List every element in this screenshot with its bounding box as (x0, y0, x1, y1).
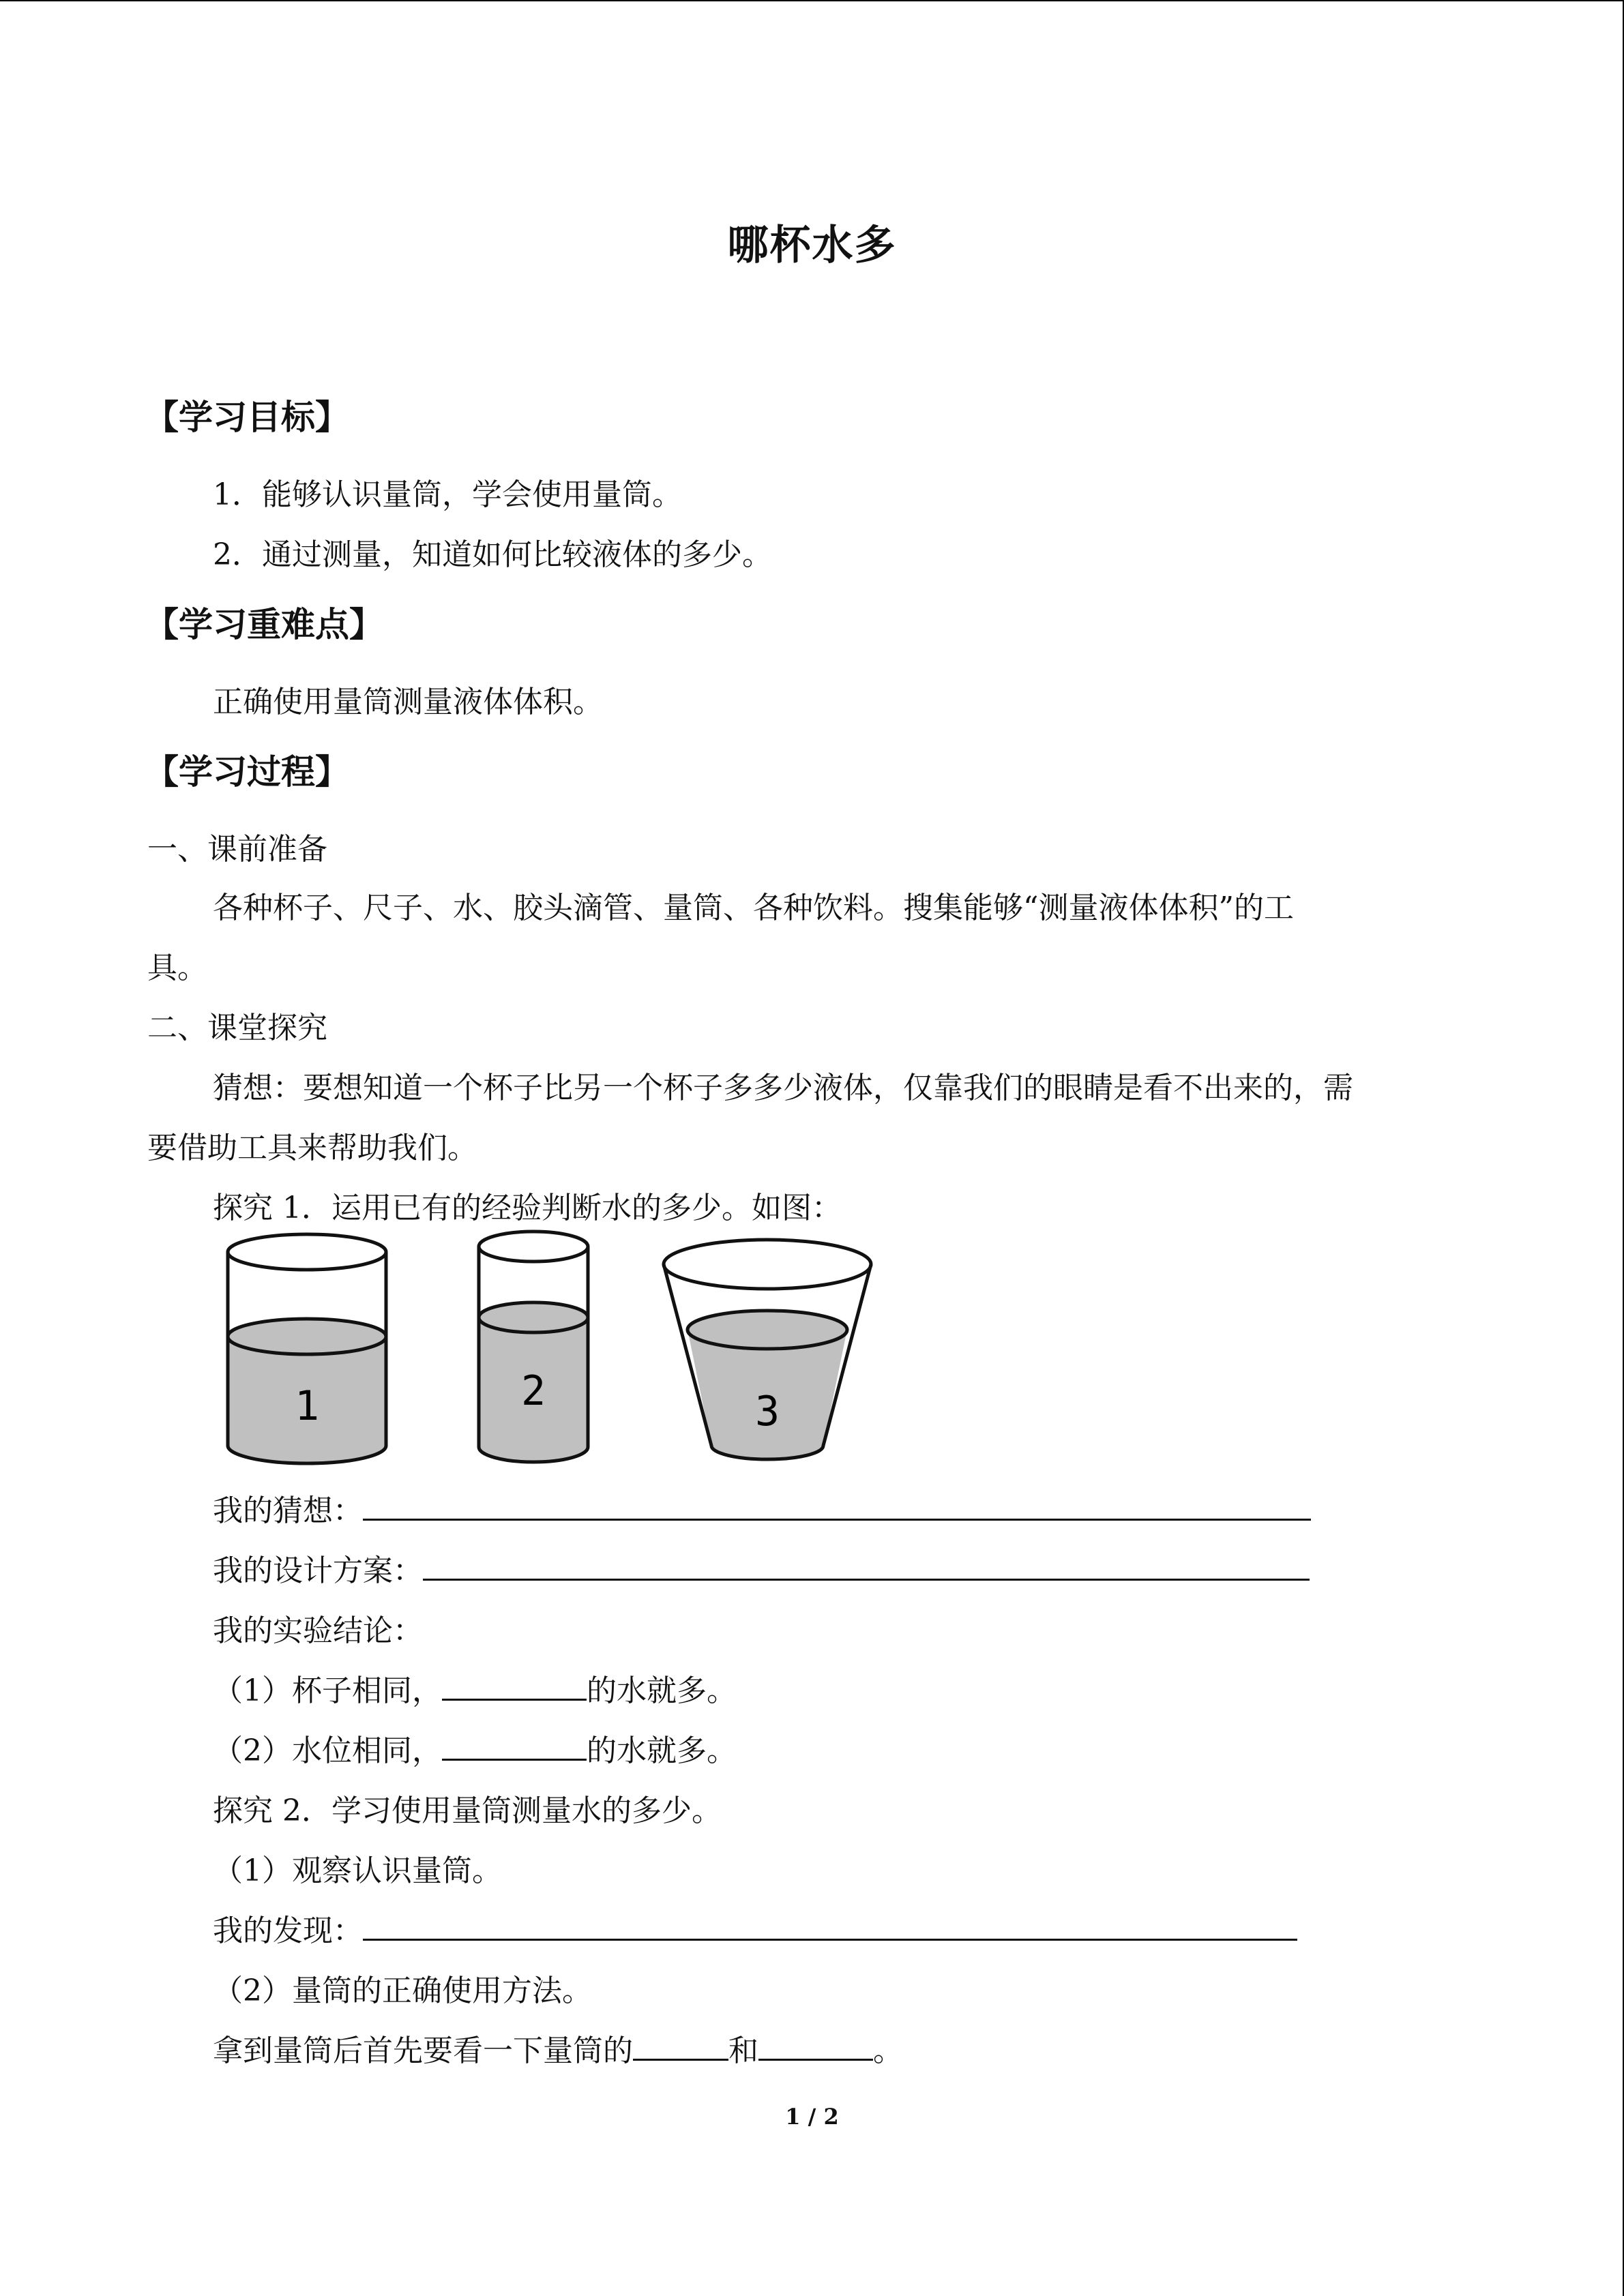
first-look-blank-1[interactable] (633, 2055, 728, 2061)
conclusion-1-row (213, 1671, 737, 1712)
conclusion-2-suffix: 的水就多。 (587, 1733, 737, 1768)
my-guess-label: 我的猜想： (213, 1493, 363, 1528)
my-design-row (213, 1551, 1310, 1592)
explore2-text: 探究 2．学习使用量筒测量水的多少。 (213, 1793, 722, 1828)
usage-text: （2）量筒的正确使用方法。 (213, 1973, 592, 2008)
observe-text: （1）观察认识量筒。 (213, 1853, 502, 1888)
objective-item-1: 1．能够认识量筒，学会使用量筒。 (213, 477, 682, 512)
first-look-blank-2[interactable] (758, 2055, 873, 2061)
first-look-prefix: 拿到量筒后首先要看一下量筒的 (213, 2033, 633, 2068)
first-look-row (213, 2031, 903, 2072)
cup-3-water-surface (688, 1311, 847, 1349)
cup-2-label: 2 (520, 1367, 546, 1415)
cup-2-water-surface (479, 1302, 588, 1332)
guess-line2: 要借助工具来帮助我们。 (147, 1131, 477, 1165)
conclusion-2-row (213, 1731, 737, 1772)
key-points-text: 正确使用量筒测量液体体积。 (213, 685, 603, 719)
first-look-and: 和 (728, 2033, 758, 2068)
part2-heading: 二、课堂探究 (147, 1011, 327, 1045)
cup-3-label: 3 (754, 1388, 780, 1435)
cup-1-rim (228, 1234, 386, 1270)
page-number: 1 / 2 (785, 2104, 839, 2130)
conclusion-1-prefix: （1）杯子相同， (213, 1673, 442, 1708)
part1-text-line1: 各种杯子、尺子、水、胶头滴管、量筒、各种饮料。搜集能够“测量液体体积”的工 (213, 891, 1294, 925)
objective-item-2: 2．通过测量，知道如何比较液体的多少。 (213, 537, 772, 572)
my-guess-row (213, 1491, 1311, 1532)
cups-figure (218, 1227, 900, 1473)
conclusion-1-blank[interactable] (442, 1695, 587, 1701)
part1-heading: 一、课前准备 (147, 832, 327, 867)
cup-1 (228, 1234, 386, 1463)
conclusion-2-blank[interactable] (442, 1755, 587, 1761)
my-design-label: 我的设计方案： (213, 1553, 423, 1588)
page-title: 哪杯水多 (727, 222, 897, 269)
my-finding-blank[interactable] (363, 1935, 1297, 1941)
my-finding-row (213, 1911, 1297, 1952)
cup-2 (479, 1232, 588, 1462)
conclusion-1-suffix: 的水就多。 (587, 1673, 737, 1708)
cup-2-rim (479, 1232, 588, 1262)
my-design-blank[interactable] (423, 1575, 1310, 1581)
part1-text-line2: 具。 (147, 951, 207, 985)
explore1-text: 探究 1．运用已有的经验判断水的多少。如图： (213, 1191, 842, 1225)
cup-3 (664, 1240, 871, 1459)
conclusion-2-prefix: （2）水位相同， (213, 1733, 442, 1768)
guess-line1: 猜想：要想知道一个杯子比另一个杯子多多少液体，仅靠我们的眼睛是看不出来的，需 (213, 1071, 1353, 1105)
cup-1-water-surface (228, 1319, 386, 1354)
section-process: 【学习过程】 (145, 752, 349, 792)
section-objectives: 【学习目标】 (145, 398, 349, 437)
cup-3-rim (664, 1240, 871, 1289)
first-look-end: 。 (873, 2033, 903, 2068)
my-conclusion-label: 我的实验结论： (213, 1613, 423, 1648)
section-key-points: 【学习重难点】 (145, 605, 383, 644)
my-guess-blank[interactable] (363, 1515, 1311, 1521)
my-finding-label: 我的发现： (213, 1913, 363, 1948)
cup-1-label: 1 (294, 1382, 320, 1430)
